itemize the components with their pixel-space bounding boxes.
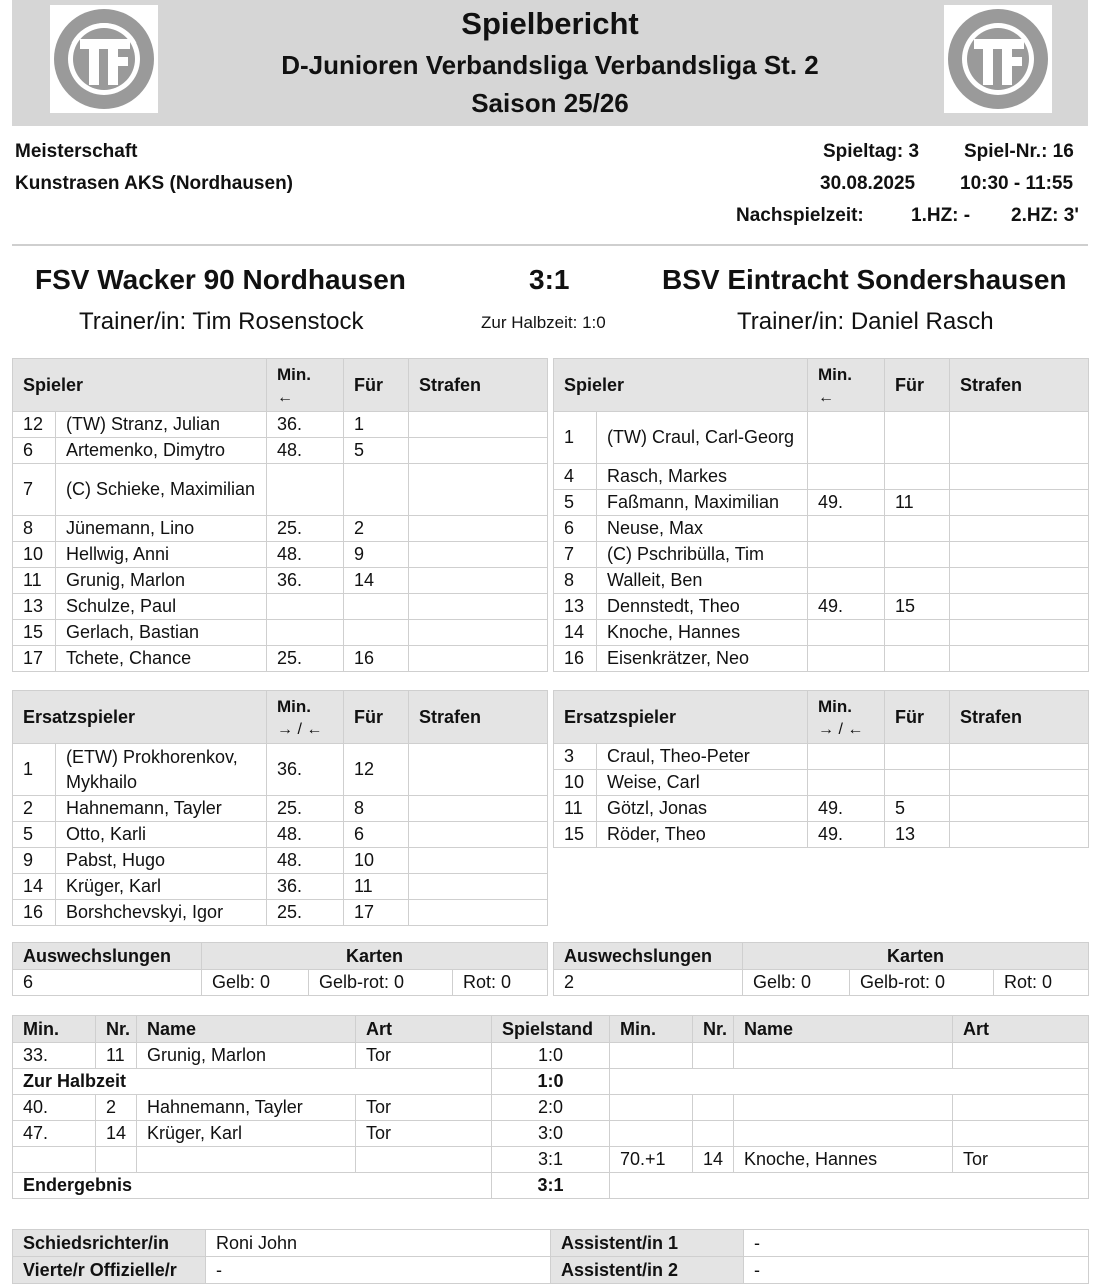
away-players-table [553,358,1089,672]
goals-table [12,1015,1089,1199]
player-for: 11 [885,490,950,516]
home-goal-name [137,1147,356,1173]
stoppage-second-half: 2.HZ: 3' [1011,205,1079,226]
home-goal-nr: 11 [96,1043,137,1069]
player-for: 11 [344,874,409,900]
player-name: Krüger, Karl [56,874,267,900]
player-penalty [950,490,1089,516]
table-row [13,874,548,900]
away-goal-nr: 14 [693,1147,734,1173]
player-name: Borshchevskyi, Igor [56,900,267,926]
assistant1-label: Assistent/in 1 [551,1230,744,1257]
penalties-header: Strafen [409,691,548,744]
home-goal-nr [96,1147,137,1173]
player-penalty [409,438,548,464]
table-row [554,744,1089,770]
player-minute [808,542,885,568]
away-goal-name [734,1043,953,1069]
player-minute: 36. [267,744,344,796]
player-penalty [409,796,548,822]
player-for [344,464,409,516]
player-penalty [409,568,548,594]
nr-header: Nr. [96,1016,137,1043]
player-minute: 25. [267,516,344,542]
player-for: 6 [344,822,409,848]
player-name: (TW) Craul, Carl-Georg [597,412,808,464]
yellow-cards: Gelb: 0 [202,970,309,996]
player-number: 11 [554,796,597,822]
yellow-red-cards: Gelb-rot: 0 [309,970,453,996]
table-row [13,594,548,620]
table-row [554,620,1089,646]
officials-table [12,1229,1089,1284]
player-for: 8 [344,796,409,822]
red-cards: Rot: 0 [994,970,1089,996]
player-penalty [950,620,1089,646]
player-penalty [409,594,548,620]
player-name: Faßmann, Maximilian [597,490,808,516]
away-goal-nr [693,1095,734,1121]
player-penalty [409,848,548,874]
away-goal-type [953,1095,1089,1121]
home-goal-nr: 14 [96,1121,137,1147]
player-for: 9 [344,542,409,568]
player-for [885,464,950,490]
table-row [554,770,1089,796]
player-number: 1 [554,412,597,464]
table-row [13,438,548,464]
player-minute: 48. [267,542,344,568]
players-header: Spieler [13,359,267,412]
goal-row [13,1173,1089,1199]
table-row [13,516,548,542]
player-name: Schulze, Paul [56,594,267,620]
home-goal-min: 47. [13,1121,96,1147]
substitution-count: 6 [13,970,202,996]
player-number: 16 [13,900,56,926]
for-header: Für [885,691,950,744]
player-minute: 25. [267,900,344,926]
player-number: 6 [554,516,597,542]
substitutions-header: Auswechslungen [554,943,743,970]
player-name: Weise, Carl [597,770,808,796]
player-number: 10 [13,542,56,568]
player-number: 14 [13,874,56,900]
player-for: 5 [344,438,409,464]
player-for [885,568,950,594]
player-number: 16 [554,646,597,672]
player-penalty [950,542,1089,568]
match-time: 10:30 - 11:55 [960,173,1074,194]
table-row [554,796,1089,822]
goal-score: 3:1 [492,1147,610,1173]
player-name: Knoche, Hannes [597,620,808,646]
home-goal-nr: 2 [96,1095,137,1121]
player-penalty [950,464,1089,490]
table-row [554,822,1089,848]
divider [12,244,1088,246]
min-header: Min. ← [808,359,885,412]
player-for: 10 [344,848,409,874]
player-minute [808,464,885,490]
type-header: Art [356,1016,492,1043]
player-name: Artemenko, Dimytro [56,438,267,464]
table-row [554,412,1089,464]
player-minute: 36. [267,568,344,594]
player-penalty [950,796,1089,822]
player-for [885,412,950,464]
player-number: 8 [13,516,56,542]
away-goal-name [734,1121,953,1147]
player-penalty [409,620,548,646]
player-minute [808,770,885,796]
player-minute: 48. [267,822,344,848]
player-minute [808,620,885,646]
player-penalty [409,900,548,926]
player-for: 12 [344,744,409,796]
penalties-header: Strafen [409,359,548,412]
home-summary-table [12,942,548,996]
player-for [885,646,950,672]
player-number: 2 [13,796,56,822]
goal-row [13,1121,1089,1147]
subs-header: Ersatzspieler [13,691,267,744]
home-goal-min [13,1147,96,1173]
min-header: Min. ← [267,359,344,412]
stoppage-first-half: 1.HZ: - [911,205,971,226]
player-number: 7 [554,542,597,568]
table-row [554,568,1089,594]
player-penalty [950,646,1089,672]
player-for [885,770,950,796]
substitutions-header: Auswechslungen [13,943,202,970]
min-header: Min. [13,1016,96,1043]
player-for: 15 [885,594,950,620]
home-goal-type: Tor [356,1095,492,1121]
player-minute: 25. [267,646,344,672]
table-row [13,568,548,594]
goal-score: 2:0 [492,1095,610,1121]
fourth-official-name: - [206,1257,551,1284]
player-minute [267,464,344,516]
player-for [885,516,950,542]
player-name: Rasch, Markes [597,464,808,490]
player-penalty [950,822,1089,848]
player-penalty [409,822,548,848]
goal-row [13,1043,1089,1069]
player-penalty [409,874,548,900]
penalties-header: Strafen [950,691,1089,744]
assistant2-label: Assistent/in 2 [551,1257,744,1284]
player-penalty [950,412,1089,464]
competition: Meisterschaft [15,141,138,162]
player-number: 13 [13,594,56,620]
goal-score: 3:1 [492,1173,610,1199]
player-for [885,542,950,568]
player-minute: 49. [808,594,885,620]
player-for: 2 [344,516,409,542]
home-trainer: Trainer/in: Tim Rosenstock [79,308,364,335]
halftime-score: Zur Halbzeit: 1:0 [481,313,606,332]
for-header: Für [344,359,409,412]
player-for [885,744,950,770]
home-goal-type: Tor [356,1121,492,1147]
player-penalty [409,744,548,796]
assistant2-name: - [744,1257,1089,1284]
home-goal-name: Hahnemann, Tayler [137,1095,356,1121]
away-subs-table [553,690,1089,848]
goal-score: 3:0 [492,1121,610,1147]
player-minute: 49. [808,822,885,848]
venue: Kunstrasen AKS (Nordhausen) [15,173,293,194]
player-number: 5 [13,822,56,848]
assistant1-name: - [744,1230,1089,1257]
referee-name: Roni John [206,1230,551,1257]
player-name: Grunig, Marlon [56,568,267,594]
player-name: Pabst, Hugo [56,848,267,874]
player-for [344,594,409,620]
table-row [13,464,548,516]
table-row [554,464,1089,490]
player-for: 17 [344,900,409,926]
player-name: (TW) Stranz, Julian [56,412,267,438]
league-name: D-Junioren Verbandsliga Verbandsliga St. 2 [281,50,819,80]
player-number: 9 [13,848,56,874]
player-penalty [950,568,1089,594]
home-team: FSV Wacker 90 Nordhausen [35,264,406,295]
player-minute: 36. [267,412,344,438]
right-logo [944,5,1052,113]
name-header: Name [734,1016,953,1043]
match-date: 30.08.2025 [820,173,916,194]
referee-label: Schiedsrichter/in [13,1230,206,1257]
player-number: 7 [13,464,56,516]
player-number: 17 [13,646,56,672]
home-goal-type: Tor [356,1043,492,1069]
player-name: (C) Schieke, Maximilian [56,464,267,516]
for-header: Für [344,691,409,744]
player-penalty [950,516,1089,542]
player-minute: 48. [267,438,344,464]
player-name: Craul, Theo-Peter [597,744,808,770]
cards-header: Karten [743,943,1089,970]
away-goal-name [734,1095,953,1121]
player-number: 8 [554,568,597,594]
empty-cell [610,1069,1089,1095]
player-minute [267,594,344,620]
away-goal-nr [693,1121,734,1147]
player-number: 5 [554,490,597,516]
table-row [13,744,548,796]
player-minute: 36. [267,874,344,900]
table-row [13,646,548,672]
substitution-count: 2 [554,970,743,996]
player-name: Otto, Karli [56,822,267,848]
player-name: Neuse, Max [597,516,808,542]
player-minute: 48. [267,848,344,874]
player-minute [808,646,885,672]
player-name: (C) Pschribülla, Tim [597,542,808,568]
table-row [13,796,548,822]
player-minute [808,568,885,594]
min-header: Min. → / ← [267,691,344,744]
match-number: Spiel-Nr.: 16 [964,141,1074,162]
player-name: (ETW) Prokhorenkov, Mykhailo [56,744,267,796]
player-minute: 25. [267,796,344,822]
player-penalty [409,412,548,438]
table-row [13,848,548,874]
min-header: Min. [610,1016,693,1043]
min-header: Min. → / ← [808,691,885,744]
player-name: Hellwig, Anni [56,542,267,568]
away-goal-nr [693,1043,734,1069]
player-name: Walleit, Ben [597,568,808,594]
table-row [13,542,548,568]
season: Saison 25/26 [471,88,629,118]
score-header: Spielstand [492,1016,610,1043]
player-number: 6 [13,438,56,464]
player-penalty [950,744,1089,770]
player-number: 13 [554,594,597,620]
away-goal-min [610,1121,693,1147]
home-goal-min: 40. [13,1095,96,1121]
player-name: Dennstedt, Theo [597,594,808,620]
player-name: Jünemann, Lino [56,516,267,542]
nr-header: Nr. [693,1016,734,1043]
yellow-cards: Gelb: 0 [743,970,850,996]
table-row [13,412,548,438]
player-minute: 49. [808,796,885,822]
player-number: 15 [13,620,56,646]
final-score: 3:1 [529,264,570,295]
away-goal-type [953,1043,1089,1069]
player-penalty [409,516,548,542]
fourth-official-label: Vierte/r Offizielle/r [13,1257,206,1284]
player-name: Eisenkrätzer, Neo [597,646,808,672]
player-for: 1 [344,412,409,438]
halftime-label: Zur Halbzeit [13,1069,492,1095]
player-name: Röder, Theo [597,822,808,848]
away-goal-type: Tor [953,1147,1089,1173]
home-goal-name: Grunig, Marlon [137,1043,356,1069]
players-header: Spieler [554,359,808,412]
player-penalty [409,646,548,672]
home-subs-table [12,690,548,926]
player-for: 16 [344,646,409,672]
player-name: Gerlach, Bastian [56,620,267,646]
table-row [554,516,1089,542]
table-row [13,620,548,646]
player-penalty [409,542,548,568]
player-number: 1 [13,744,56,796]
yellow-red-cards: Gelb-rot: 0 [850,970,994,996]
away-goal-name: Knoche, Hannes [734,1147,953,1173]
goal-row [13,1147,1089,1173]
player-minute [267,620,344,646]
name-header: Name [137,1016,356,1043]
empty-cell [610,1173,1089,1199]
player-number: 11 [13,568,56,594]
player-for: 14 [344,568,409,594]
player-number: 3 [554,744,597,770]
home-players-table [12,358,548,672]
away-goal-min [610,1095,693,1121]
player-minute [808,412,885,464]
away-goal-type [953,1121,1089,1147]
player-for: 13 [885,822,950,848]
player-name: Götzl, Jonas [597,796,808,822]
goal-score: 1:0 [492,1043,610,1069]
away-trainer: Trainer/in: Daniel Rasch [737,308,994,335]
player-number: 15 [554,822,597,848]
player-penalty [950,594,1089,620]
player-minute [808,744,885,770]
goal-score: 1:0 [492,1069,610,1095]
final-label: Endergebnis [13,1173,492,1199]
player-penalty [409,464,548,516]
tfv-logo-icon [944,5,1052,113]
player-for [885,620,950,646]
player-number: 4 [554,464,597,490]
table-row [13,822,548,848]
red-cards: Rot: 0 [453,970,548,996]
player-name: Tchete, Chance [56,646,267,672]
cards-header: Karten [202,943,548,970]
subs-header: Ersatzspieler [554,691,808,744]
report-header [12,0,1088,126]
player-number: 14 [554,620,597,646]
table-row [554,594,1089,620]
away-goal-min: 70.+1 [610,1147,693,1173]
away-summary-table [553,942,1089,996]
for-header: Für [885,359,950,412]
away-goal-min [610,1043,693,1069]
table-row [554,542,1089,568]
home-goal-name: Krüger, Karl [137,1121,356,1147]
player-minute [808,516,885,542]
player-for: 5 [885,796,950,822]
report-title: Spielbericht [461,6,639,41]
home-goal-type [356,1147,492,1173]
goal-row [13,1095,1089,1121]
stoppage-label: Nachspielzeit: [736,205,864,226]
goal-row [13,1069,1089,1095]
type-header: Art [953,1016,1089,1043]
player-minute: 49. [808,490,885,516]
table-row [554,490,1089,516]
player-for [344,620,409,646]
home-goal-min: 33. [13,1043,96,1069]
away-team: BSV Eintracht Sondershausen [662,264,1067,295]
table-row [13,900,548,926]
player-penalty [950,770,1089,796]
player-number: 12 [13,412,56,438]
penalties-header: Strafen [950,359,1089,412]
matchday: Spieltag: 3 [823,141,920,162]
player-number: 10 [554,770,597,796]
player-name: Hahnemann, Tayler [56,796,267,822]
table-row [554,646,1089,672]
